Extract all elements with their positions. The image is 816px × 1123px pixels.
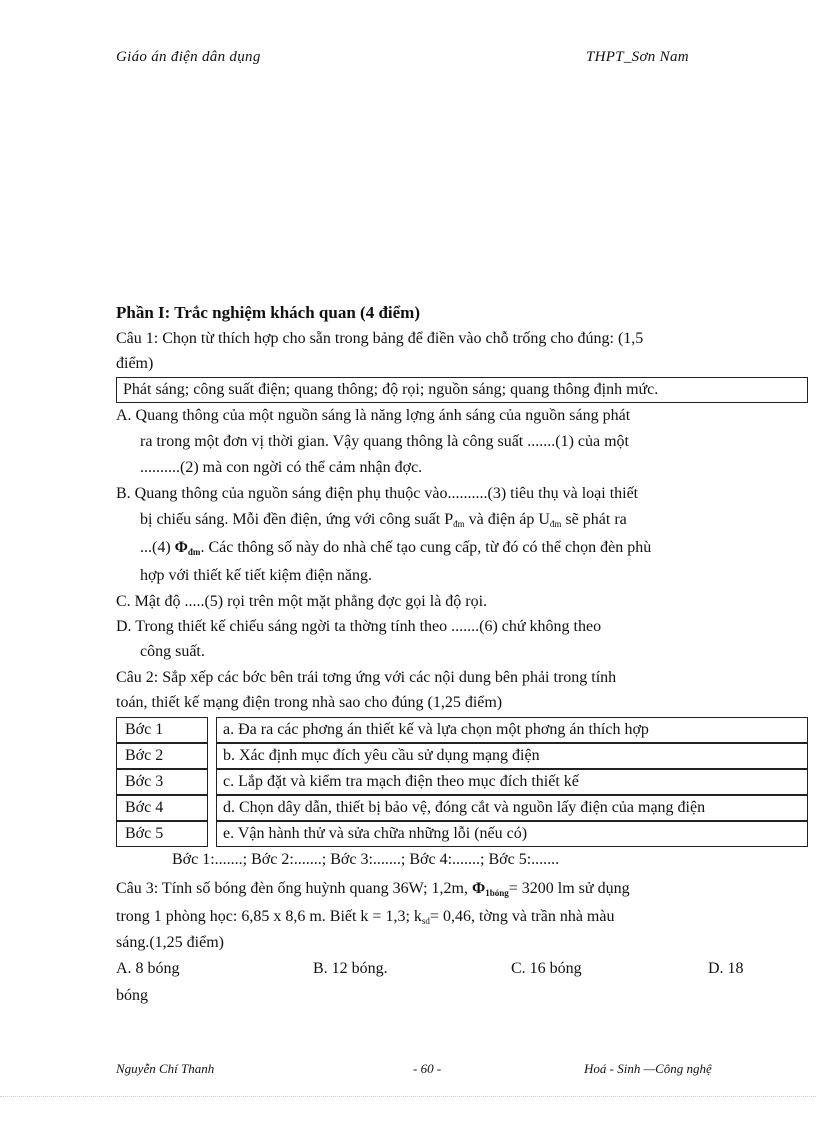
footer-page-number: - 60 - — [413, 1061, 442, 1076]
q1-line1: Câu 1: Chọn từ thích hợp cho sẵn trong bảng để điền vào chỗ trống cho đúng: (1,5 — [116, 330, 644, 347]
q3-option-a: A. 8 bóng — [116, 960, 180, 977]
q3-option-c: C. 16 bóng — [511, 960, 582, 977]
q2-line1: Câu 2: Sắp xếp các bớc bên trái tơng ứng với các nội dung bên phải trong tính — [116, 669, 617, 686]
content-box-a: a. Đa ra các phơng án thiết kế và lựa chọn một phơng án thích hợp — [216, 717, 808, 743]
q1-a-line3: ..........(2) mà con ngời có thể cảm nhận đợc. — [140, 459, 423, 476]
udm-subscript: đm — [549, 519, 562, 529]
word-bank-box — [116, 377, 808, 403]
q3-line1-part1: Câu 3: Tính số bóng đèn ống huỳnh quang 36W; 1,2m, — [116, 880, 472, 897]
content-box-b: b. Xác định mục đích yêu cầu sử dụng mạng điện — [216, 743, 808, 769]
q1-d-line1: D. Trong thiết kế chiếu sáng ngời ta thờng tính theo .......(6) chứ không theo — [116, 618, 602, 635]
q3-line1-part2: = 3200 lm sử dụng — [508, 880, 630, 897]
q1-b-line4: hợp với thiết kế tiết kiệm điện năng. — [140, 567, 372, 584]
section-title: Phần I: Trắc nghiệm khách quan (4 điểm) — [116, 303, 420, 322]
step-box-1: Bớc 1 — [116, 717, 208, 743]
phi-dm-subscript: đm — [187, 547, 201, 557]
content-box-e: e. Vận hành thử và sửa chữa những lỗi (nếu có) — [216, 821, 808, 847]
q1-d-line2: công suất. — [140, 643, 205, 660]
word-bank-text: Phát sáng; công suất điện; quang thông; độ rọi; nguồn sáng; quang thông định mức. — [123, 381, 659, 398]
q1-b-line2-part2: và điện áp U — [464, 511, 550, 528]
q3-line2-part1: trong 1 phòng học: 6,85 x 8,6 m. Biết k = 1,3; k — [116, 908, 422, 925]
q3-option-d: D. 18 — [708, 960, 744, 977]
q1-b-line3-part1: ...(4) — [140, 539, 175, 556]
phi-bong-subscript: 1bóng — [485, 888, 509, 898]
q1-b-line2 — [140, 507, 627, 537]
header-left: Giáo án điện dân dụng — [116, 49, 261, 65]
q1-b-line3 — [140, 535, 651, 565]
step-box-2: Bớc 2 — [116, 743, 208, 769]
q1-a-line2: ra trong một đơn vị thời gian. Vậy quang thông là công suất .......(1) của một — [140, 433, 629, 450]
q1-b-line1: B. Quang thông của nguồn sáng điện phụ thuộc vào..........(3) tiêu thụ và loại thiết — [116, 485, 639, 502]
content-box-d: d. Chọn dây dẫn, thiết bị bảo vệ, đóng cắt và nguồn lấy điện của mạng điện — [216, 795, 808, 821]
ksd-subscript: sd — [421, 916, 430, 926]
q3-option-d-wrap: bóng — [116, 987, 148, 1004]
q1-a-line1: A. Quang thông của một nguồn sáng là năng lợng ánh sáng của nguồn sáng phát — [116, 407, 631, 424]
footer-left: Nguyễn Chí Thanh — [116, 1061, 215, 1076]
q1-b-line2-part3: sẽ phát ra — [561, 511, 627, 528]
q1-b-line2-part1: bị chiếu sáng. Mỗi đền điện, ứng với công suất P — [140, 511, 454, 528]
q1-c-line1: C. Mật độ .....(5) rọi trên một mặt phẳng đợc gọi là độ rọi. — [116, 593, 488, 610]
step-box-5: Bớc 5 — [116, 821, 208, 847]
step-box-3: Bớc 3 — [116, 769, 208, 795]
phi-bong-symbol: Φ — [471, 880, 486, 897]
q2-line2: toán, thiết kế mạng điện trong nhà sao cho đúng (1,25 điểm) — [116, 694, 503, 711]
pdm-subscript: đm — [453, 519, 465, 529]
q2-answer-line: Bớc 1:.......; Bớc 2:.......; Bớc 3:.......; Bớc 4:.......; Bớc 5:....... — [172, 851, 560, 868]
header-right: THPT_Sơn Nam — [586, 49, 689, 65]
phi-symbol: Φ — [174, 539, 188, 556]
content-box-c: c. Lắp đặt và kiểm tra mạch điện theo mục đích thiết kế — [216, 769, 808, 795]
q3-option-b: B. 12 bóng. — [313, 960, 388, 977]
footer-right: Hoá - Sinh —Công nghệ — [584, 1061, 712, 1076]
q1-line2: điểm) — [116, 355, 154, 372]
q1-b-line3-part2: . Các thông số này do nhà chế tạo cung cấp, từ đó có thể chọn đèn phù — [200, 539, 652, 556]
step-box-4: Bớc 4 — [116, 795, 208, 821]
q3-line1 — [116, 876, 630, 906]
q3-line2-part2: = 0,46, tờng và trần nhà màu — [429, 908, 615, 925]
page-bottom-divider — [0, 1096, 816, 1097]
q3-line3: sáng.(1,25 điểm) — [116, 934, 224, 951]
